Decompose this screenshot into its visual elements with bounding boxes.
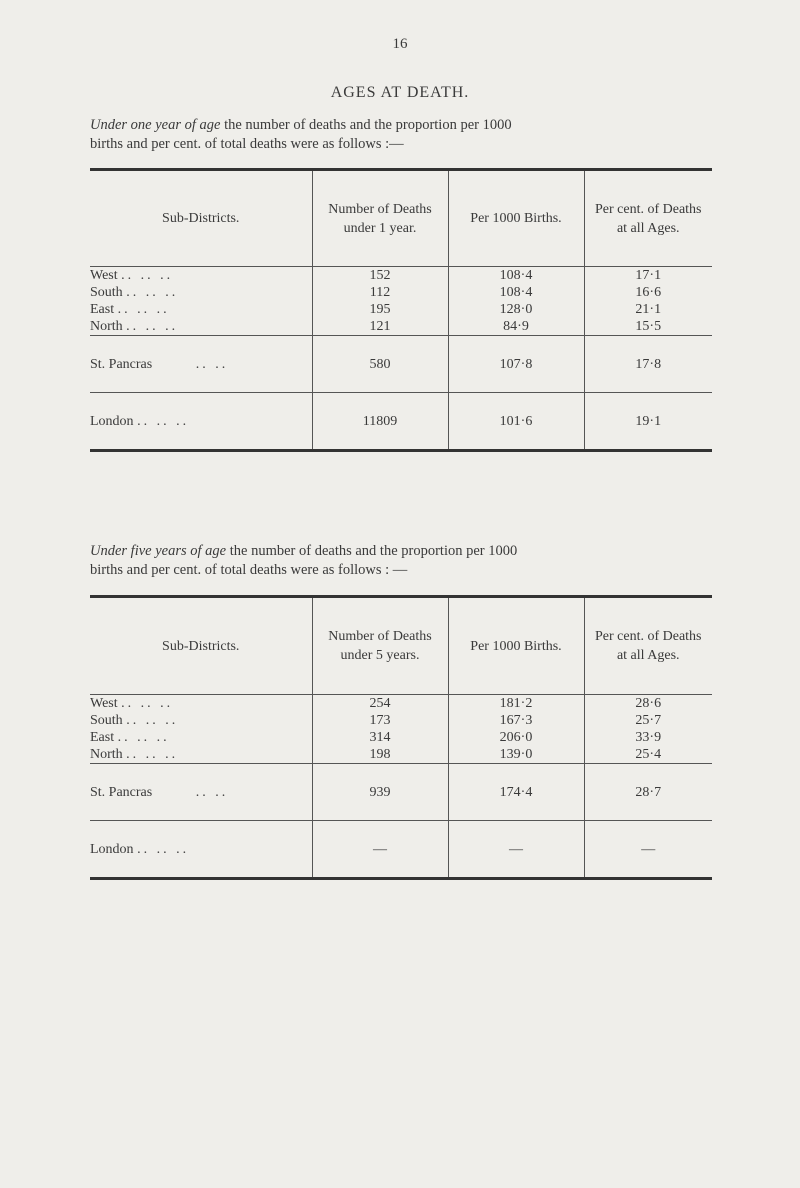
row-label: South <box>90 713 123 728</box>
cell-percent: 33·9 <box>584 729 712 746</box>
total-row-london <box>90 393 712 451</box>
cell-deaths: — <box>312 821 448 879</box>
cell-deaths: 152 <box>312 267 448 285</box>
cell-per-1000: 181·2 <box>448 695 584 713</box>
cell-deaths: 112 <box>312 284 448 301</box>
cell-deaths: 11809 <box>312 393 448 451</box>
column-header-per-1000-births: Per 1000 Births. <box>448 170 584 267</box>
table-row <box>90 712 712 729</box>
intro-paragraph-under-five <box>90 542 710 580</box>
cell-percent: 17·1 <box>584 267 712 285</box>
leader-dots: .. .. .. <box>126 285 179 300</box>
column-header-per-1000-births: Per 1000 Births. <box>448 597 584 695</box>
cell-percent: 28·7 <box>584 764 712 821</box>
table-row <box>90 729 712 746</box>
table-row <box>90 284 712 301</box>
cell-percent: 28·6 <box>584 695 712 713</box>
cell-deaths: 198 <box>312 746 448 764</box>
row-label: North <box>90 747 123 762</box>
row-label: London <box>90 841 134 857</box>
column-header-percent-all-ages: Per cent. of Deaths at all Ages. <box>584 170 712 267</box>
cell-per-1000: — <box>448 821 584 879</box>
cell-deaths: 173 <box>312 712 448 729</box>
row-label: South <box>90 285 123 300</box>
cell-per-1000: 174·4 <box>448 764 584 821</box>
intro-paragraph-under-one <box>90 116 710 154</box>
intro-text: the number of deaths and the proportion per 1000 <box>220 117 512 133</box>
row-label: West <box>90 696 118 711</box>
row-label: London <box>90 413 134 429</box>
intro-text: the number of deaths and the proportion per 1000 <box>226 543 518 559</box>
leader-dots: .. .. .. <box>126 713 179 728</box>
cell-percent: — <box>584 821 712 879</box>
intro-italic-lead: Under five years of age <box>90 543 227 559</box>
cell-deaths: 580 <box>312 336 448 393</box>
cell-deaths: 121 <box>312 318 448 336</box>
cell-percent: 19·1 <box>584 393 712 451</box>
table-row <box>90 267 712 285</box>
row-label: St. Pancras <box>90 356 153 372</box>
leader-dots: .. .. .. <box>121 696 174 711</box>
deaths-under-five-table <box>90 595 712 880</box>
row-label: East <box>90 302 115 317</box>
cell-percent: 21·1 <box>584 301 712 318</box>
cell-per-1000: 128·0 <box>448 301 584 318</box>
row-label: St. Pancras <box>90 784 153 800</box>
leader-dots: .. .. .. <box>126 319 179 334</box>
leader-dots: .. .. <box>195 784 229 800</box>
cell-per-1000: 101·6 <box>448 393 584 451</box>
cell-deaths: 314 <box>312 729 448 746</box>
cell-percent: 16·6 <box>584 284 712 301</box>
section-title: AGES AT DEATH. <box>330 84 470 101</box>
deaths-under-one-table <box>90 168 712 452</box>
leader-dots: .. .. .. <box>137 841 190 857</box>
cell-per-1000: 167·3 <box>448 712 584 729</box>
cell-per-1000: 107·8 <box>448 336 584 393</box>
table-row <box>90 301 712 318</box>
leader-dots: .. .. .. <box>126 747 179 762</box>
cell-percent: 25·7 <box>584 712 712 729</box>
intro-text-line2: births and per cent. of total deaths were as follows : — <box>90 562 408 578</box>
leader-dots: .. .. .. <box>121 268 174 283</box>
intro-italic-lead: Under one year of age <box>90 117 221 133</box>
cell-percent: 25·4 <box>584 746 712 764</box>
cell-percent: 15·5 <box>584 318 712 336</box>
cell-per-1000: 108·4 <box>448 284 584 301</box>
table-row <box>90 318 712 336</box>
cell-percent: 17·8 <box>584 336 712 393</box>
leader-dots: .. .. .. <box>117 730 170 745</box>
page-number: 16 <box>392 36 408 52</box>
column-header-percent-all-ages: Per cent. of Deaths at all Ages. <box>584 597 712 695</box>
column-header-sub-districts: Sub-Districts. <box>90 597 312 695</box>
cell-deaths: 254 <box>312 695 448 713</box>
column-header-sub-districts: Sub-Districts. <box>90 170 312 267</box>
row-label: North <box>90 319 123 334</box>
table-row <box>90 746 712 764</box>
cell-deaths: 195 <box>312 301 448 318</box>
leader-dots: .. .. <box>195 356 229 372</box>
cell-per-1000: 139·0 <box>448 746 584 764</box>
row-label: West <box>90 268 118 283</box>
column-header-deaths: Number of Deaths under 5 years. <box>312 597 448 695</box>
total-row-st-pancras <box>90 764 712 821</box>
cell-per-1000: 108·4 <box>448 267 584 285</box>
table-row <box>90 695 712 713</box>
total-row-st-pancras <box>90 336 712 393</box>
row-label: East <box>90 730 115 745</box>
cell-deaths: 939 <box>312 764 448 821</box>
leader-dots: .. .. .. <box>137 413 190 429</box>
intro-text-line2: births and per cent. of total deaths were as follows :— <box>90 136 404 152</box>
column-header-deaths: Number of Deaths under 1 year. <box>312 170 448 267</box>
leader-dots: .. .. .. <box>117 302 170 317</box>
cell-per-1000: 84·9 <box>448 318 584 336</box>
cell-per-1000: 206·0 <box>448 729 584 746</box>
total-row-london <box>90 821 712 879</box>
